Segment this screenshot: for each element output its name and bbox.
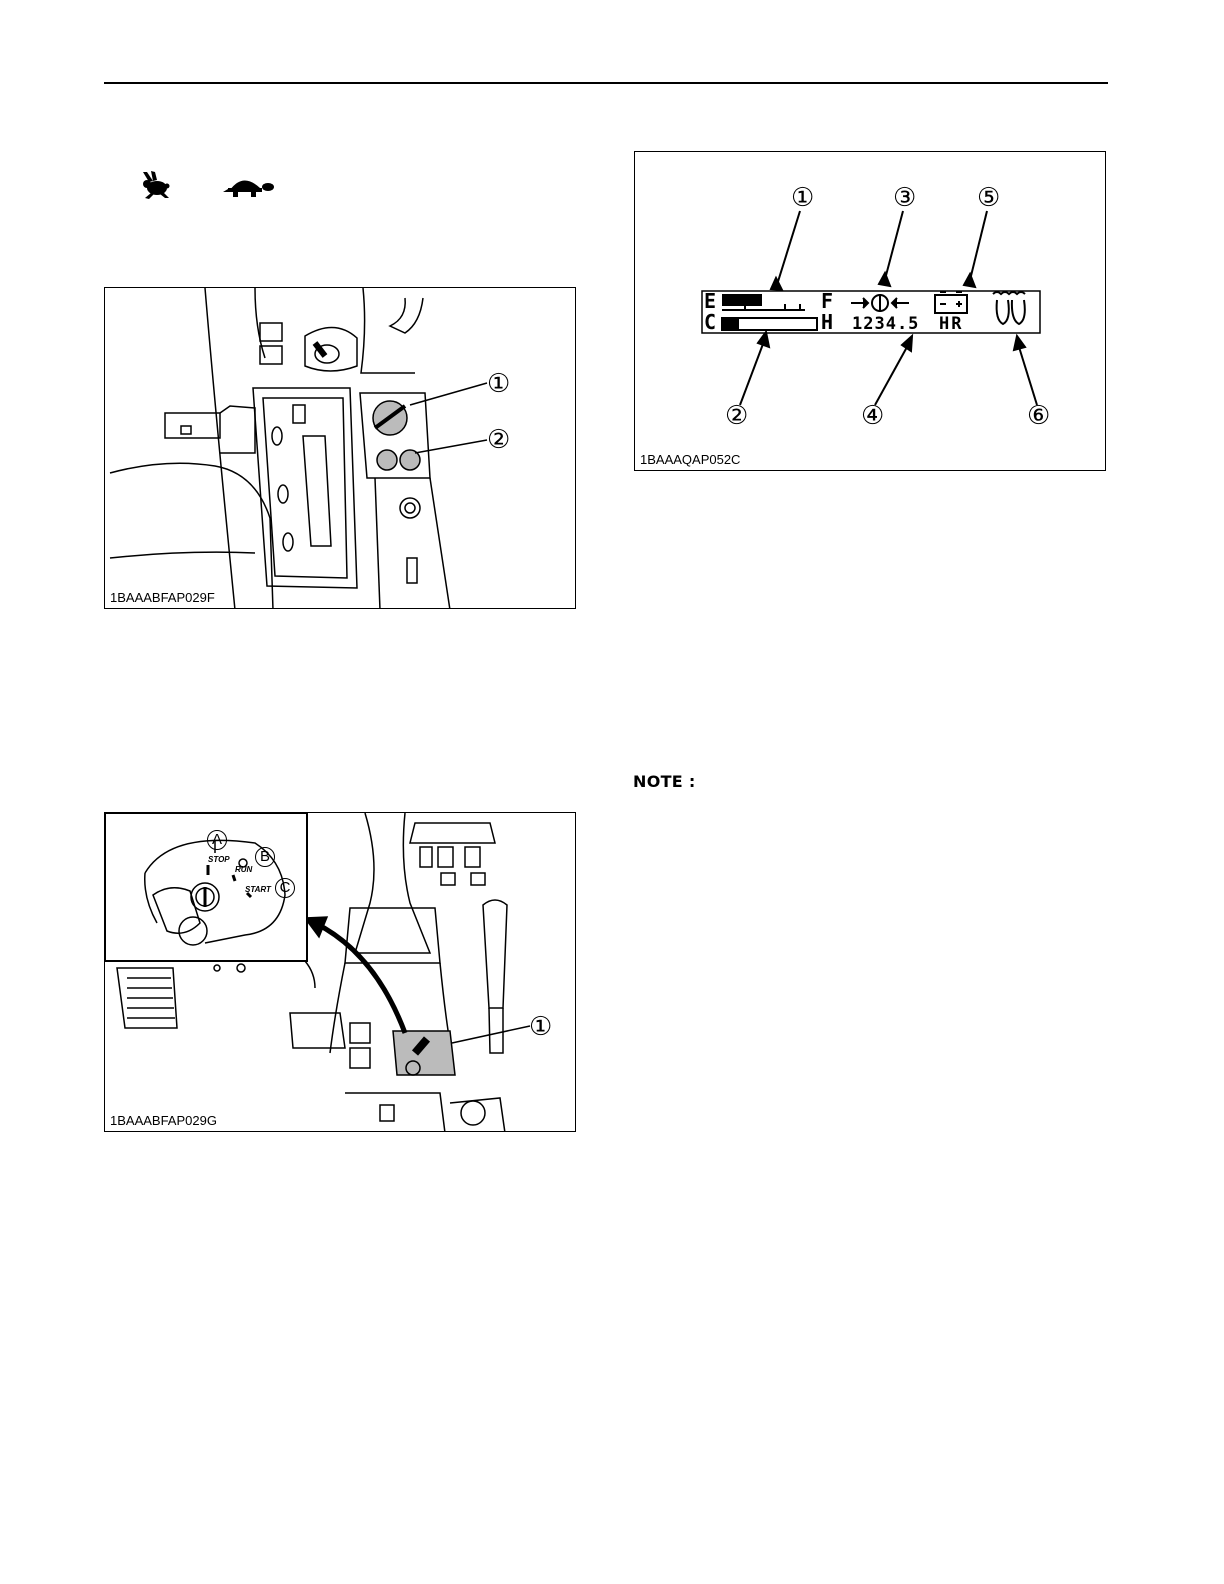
callout-5: ⑤: [977, 182, 1001, 212]
speed-icons: [135, 168, 285, 208]
lcd-temp-hot: H: [821, 310, 834, 334]
figure-code: 1BAAABFAP029F: [110, 590, 215, 605]
figure-code: 1BAAAQAP052C: [640, 452, 741, 467]
lcd-hour-unit: HR: [939, 314, 964, 334]
callout-6: ⑥: [1027, 400, 1051, 430]
callout-1: ①: [791, 182, 815, 212]
lcd-fuel-full: F: [821, 289, 834, 313]
switch-label-stop: STOP: [208, 855, 230, 864]
callout-1: ①: [529, 1011, 553, 1041]
inset-callout-c: C: [275, 878, 295, 898]
switch-label-start: START: [245, 885, 271, 894]
figure-code: 1BAAABFAP029G: [110, 1113, 217, 1128]
lcd-hour-value: 1234.5: [852, 314, 920, 334]
inset-callout-b: B: [255, 847, 275, 867]
lcd-fuel-empty: E: [704, 289, 717, 313]
callout-2: ②: [487, 424, 511, 454]
figure-lcd-display: [634, 151, 1106, 471]
callout-3: ③: [893, 182, 917, 212]
callout-2: ②: [725, 400, 749, 430]
header-rule: [104, 82, 1108, 84]
turtle-icon: [223, 180, 274, 197]
figure-console-switches: [104, 287, 576, 609]
note-label: NOTE :: [633, 772, 696, 791]
lcd-temp-cold: C: [704, 310, 717, 334]
callout-1: ①: [487, 368, 511, 398]
inset-callout-a: A: [207, 830, 227, 850]
figure-key-switch: [104, 812, 576, 1132]
rabbit-icon: [143, 171, 170, 199]
callout-4: ④: [861, 400, 885, 430]
switch-label-run: RUN: [235, 865, 253, 874]
